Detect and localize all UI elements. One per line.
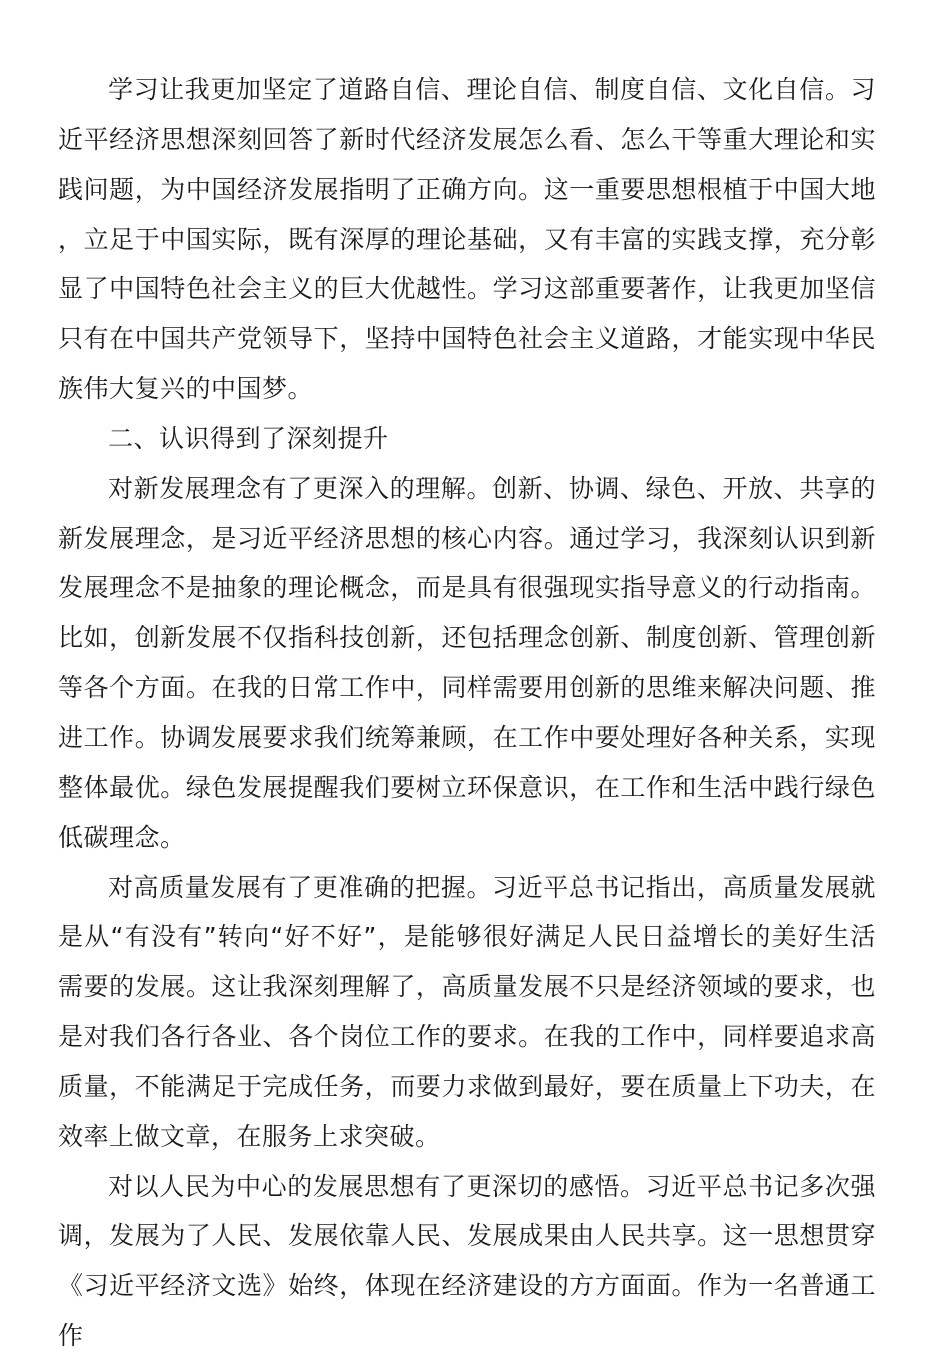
paragraph-confidence: 学习让我更加坚定了道路自信、理论自信、制度自信、文化自信。习近平经济思想深刻回答了新时代经济发展怎么看、怎么干等重大理论和实践问题，为中国经济发展指明了正确方向。这一重要思想根植于中国大地，立足于中国实际，既有深厚的理论基础，又有丰富的实践支撑，充分彰显了中国特色社会主义的巨大优越性。学习这部重要著作，让我更加坚信只有在中国共产党领导下，坚持中国特色社会主义道路，才能实现中华民族伟大复兴的中国梦。 [58,75,876,404]
section-heading: 二、认识得到了深刻提升 [108,423,389,453]
paragraph-high-quality-development: 对高质量发展有了更准确的把握。习近平总书记指出，高质量发展就是从“有没有”转向“好不好”，是能够很好满足人民日益增长的美好生活需要的发展。这让我深刻理解了，高质量发展不只是经济领域的要求，也是对我们各行各业、各个岗位工作的要求。在我的工作中，同样要追求高质量，不能满足于完成任务，而要力求做到最好，要在质量上下功夫，在效率上做文章，在服务上求突破。 [58,872,876,1151]
paragraph-new-development-concept: 对新发展理念有了更深入的理解。创新、协调、绿色、开放、共享的新发展理念，是习近平经济思想的核心内容。通过学习，我深刻认识到新发展理念不是抽象的理论概念，而是具有很强现实指导意义的行动指南。比如，创新发展不仅指科技创新，还包括理念创新、制度创新、管理创新等各个方面。在我的日常工作中，同样需要用创新的思维来解决问题、推进工作。协调发展要求我们统筹兼顾，在工作中要处理好各种关系，实现整体最优。绿色发展提醒我们要树立环保意识，在工作和生活中践行绿色低碳理念。 [58,473,876,852]
paragraph-people-centered: 对以人民为中心的发展思想有了更深切的感悟。习近平总书记多次强调，发展为了人民、发展依靠人民、发展成果由人民共享。这一思想贯穿《习近平经济文选》始终，体现在经济建设的方方面面。作为一名普通工作 [58,1171,876,1351]
document-body [58,65,876,1361]
